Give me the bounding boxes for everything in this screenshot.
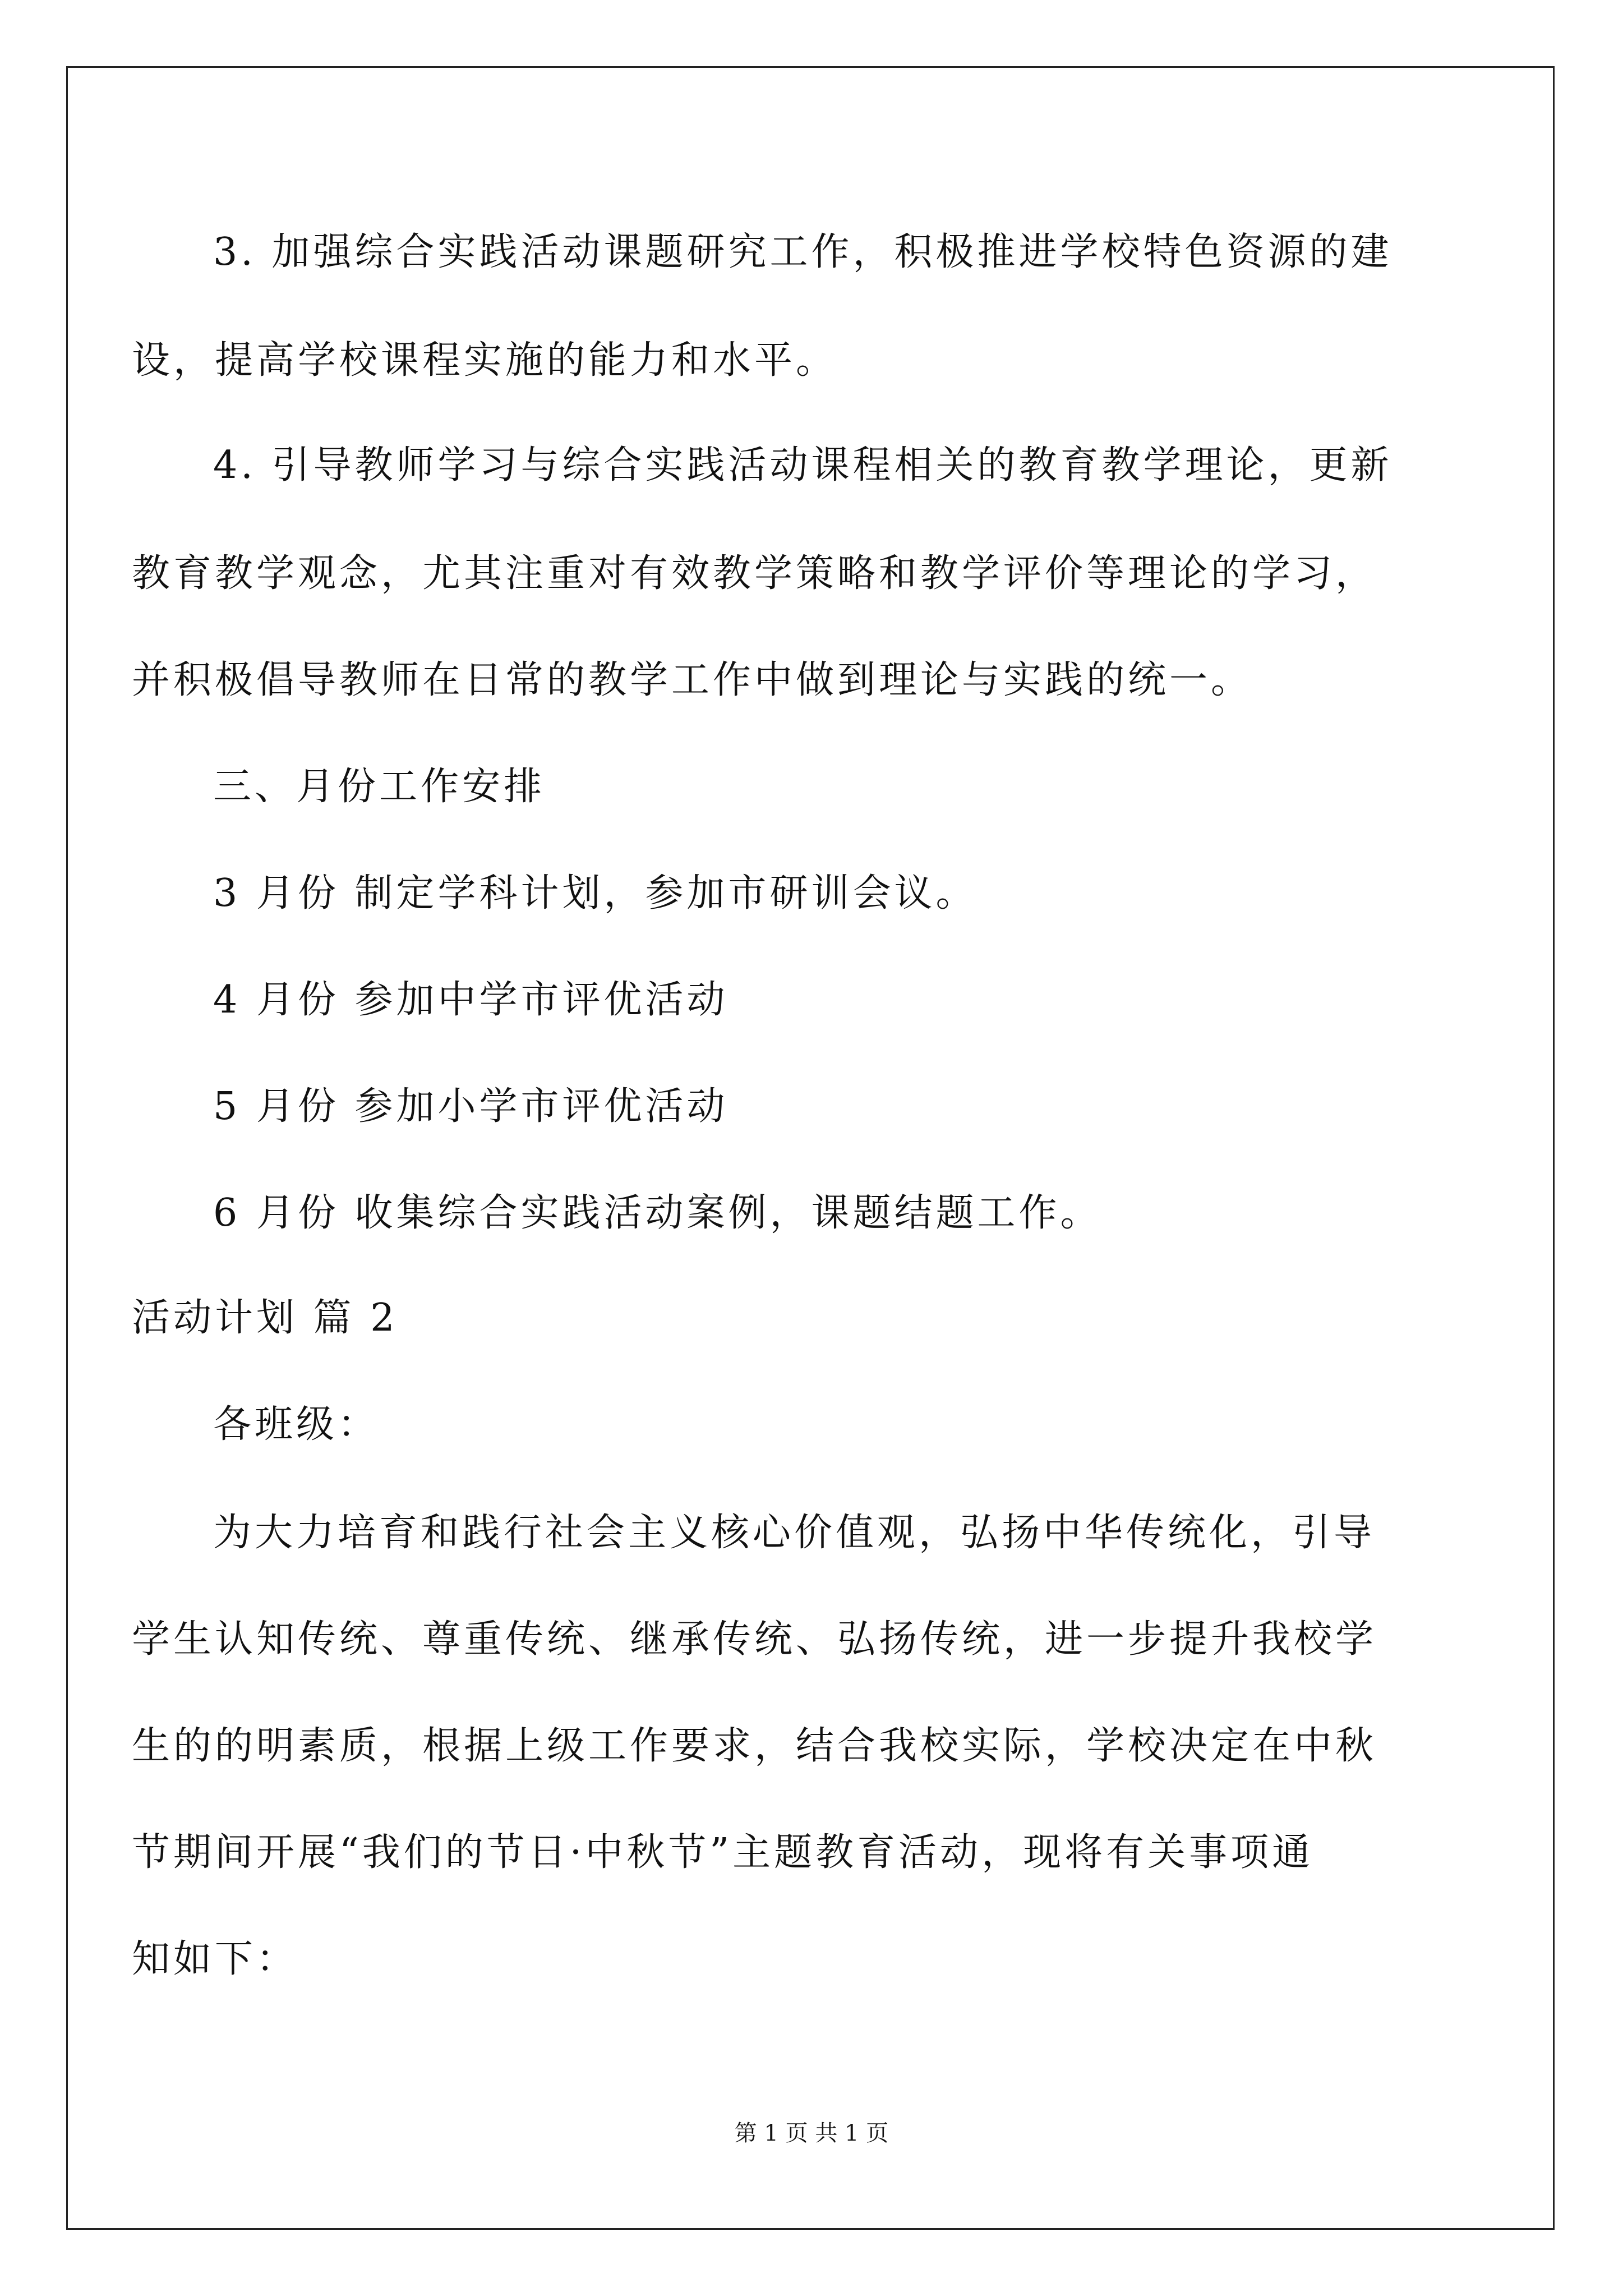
section-heading: 三、月份工作安排 — [213, 765, 546, 809]
paragraph-line: 3. 加强综合实践活动课题研究工作，积极推进学校特色资源的建 — [213, 230, 1393, 274]
schedule-item: 3 月份 制定学科计划，参加市研训会议。 — [213, 871, 978, 915]
salutation: 各班级： — [213, 1402, 380, 1447]
paragraph-line: 并积极倡导教师在日常的教学工作中做到理论与实践的统一。 — [132, 658, 1253, 702]
page-footer: 第 1 页 共 1 页 — [734, 2120, 889, 2146]
paragraph-line: 生的的明素质，根据上级工作要求，结合我校实际，学校决定在中秋 — [132, 1724, 1377, 1768]
paragraph-line: 4. 引导教师学习与综合实践活动课程相关的教育教学理论，更新 — [213, 443, 1393, 487]
schedule-item: 4 月份 参加中学市评优活动 — [213, 978, 728, 1022]
article-title: 活动计划 篇 2 — [132, 1296, 398, 1340]
paragraph-line: 设，提高学校课程实施的能力和水平。 — [132, 338, 838, 383]
schedule-item: 6 月份 收集综合实践活动案例，课题结题工作。 — [213, 1191, 1102, 1235]
paragraph-line: 为大力培育和践行社会主义核心价值观，弘扬中华传统化，引导 — [213, 1511, 1376, 1555]
page-border — [66, 66, 1555, 2230]
paragraph-line: 教育教学观念，尤其注重对有效教学策略和教学评价等理论的学习， — [132, 551, 1377, 596]
paragraph-line: 学生认知传统、尊重传统、继承传统、弘扬传统，进一步提升我校学 — [132, 1617, 1377, 1662]
paragraph-line: 知如下： — [132, 1937, 298, 1981]
schedule-item: 5 月份 参加小学市评优活动 — [213, 1084, 728, 1129]
paragraph-line: 节期间开展“我们的节日·中秋节”主题教育活动，现将有关事项通 — [132, 1830, 1314, 1875]
